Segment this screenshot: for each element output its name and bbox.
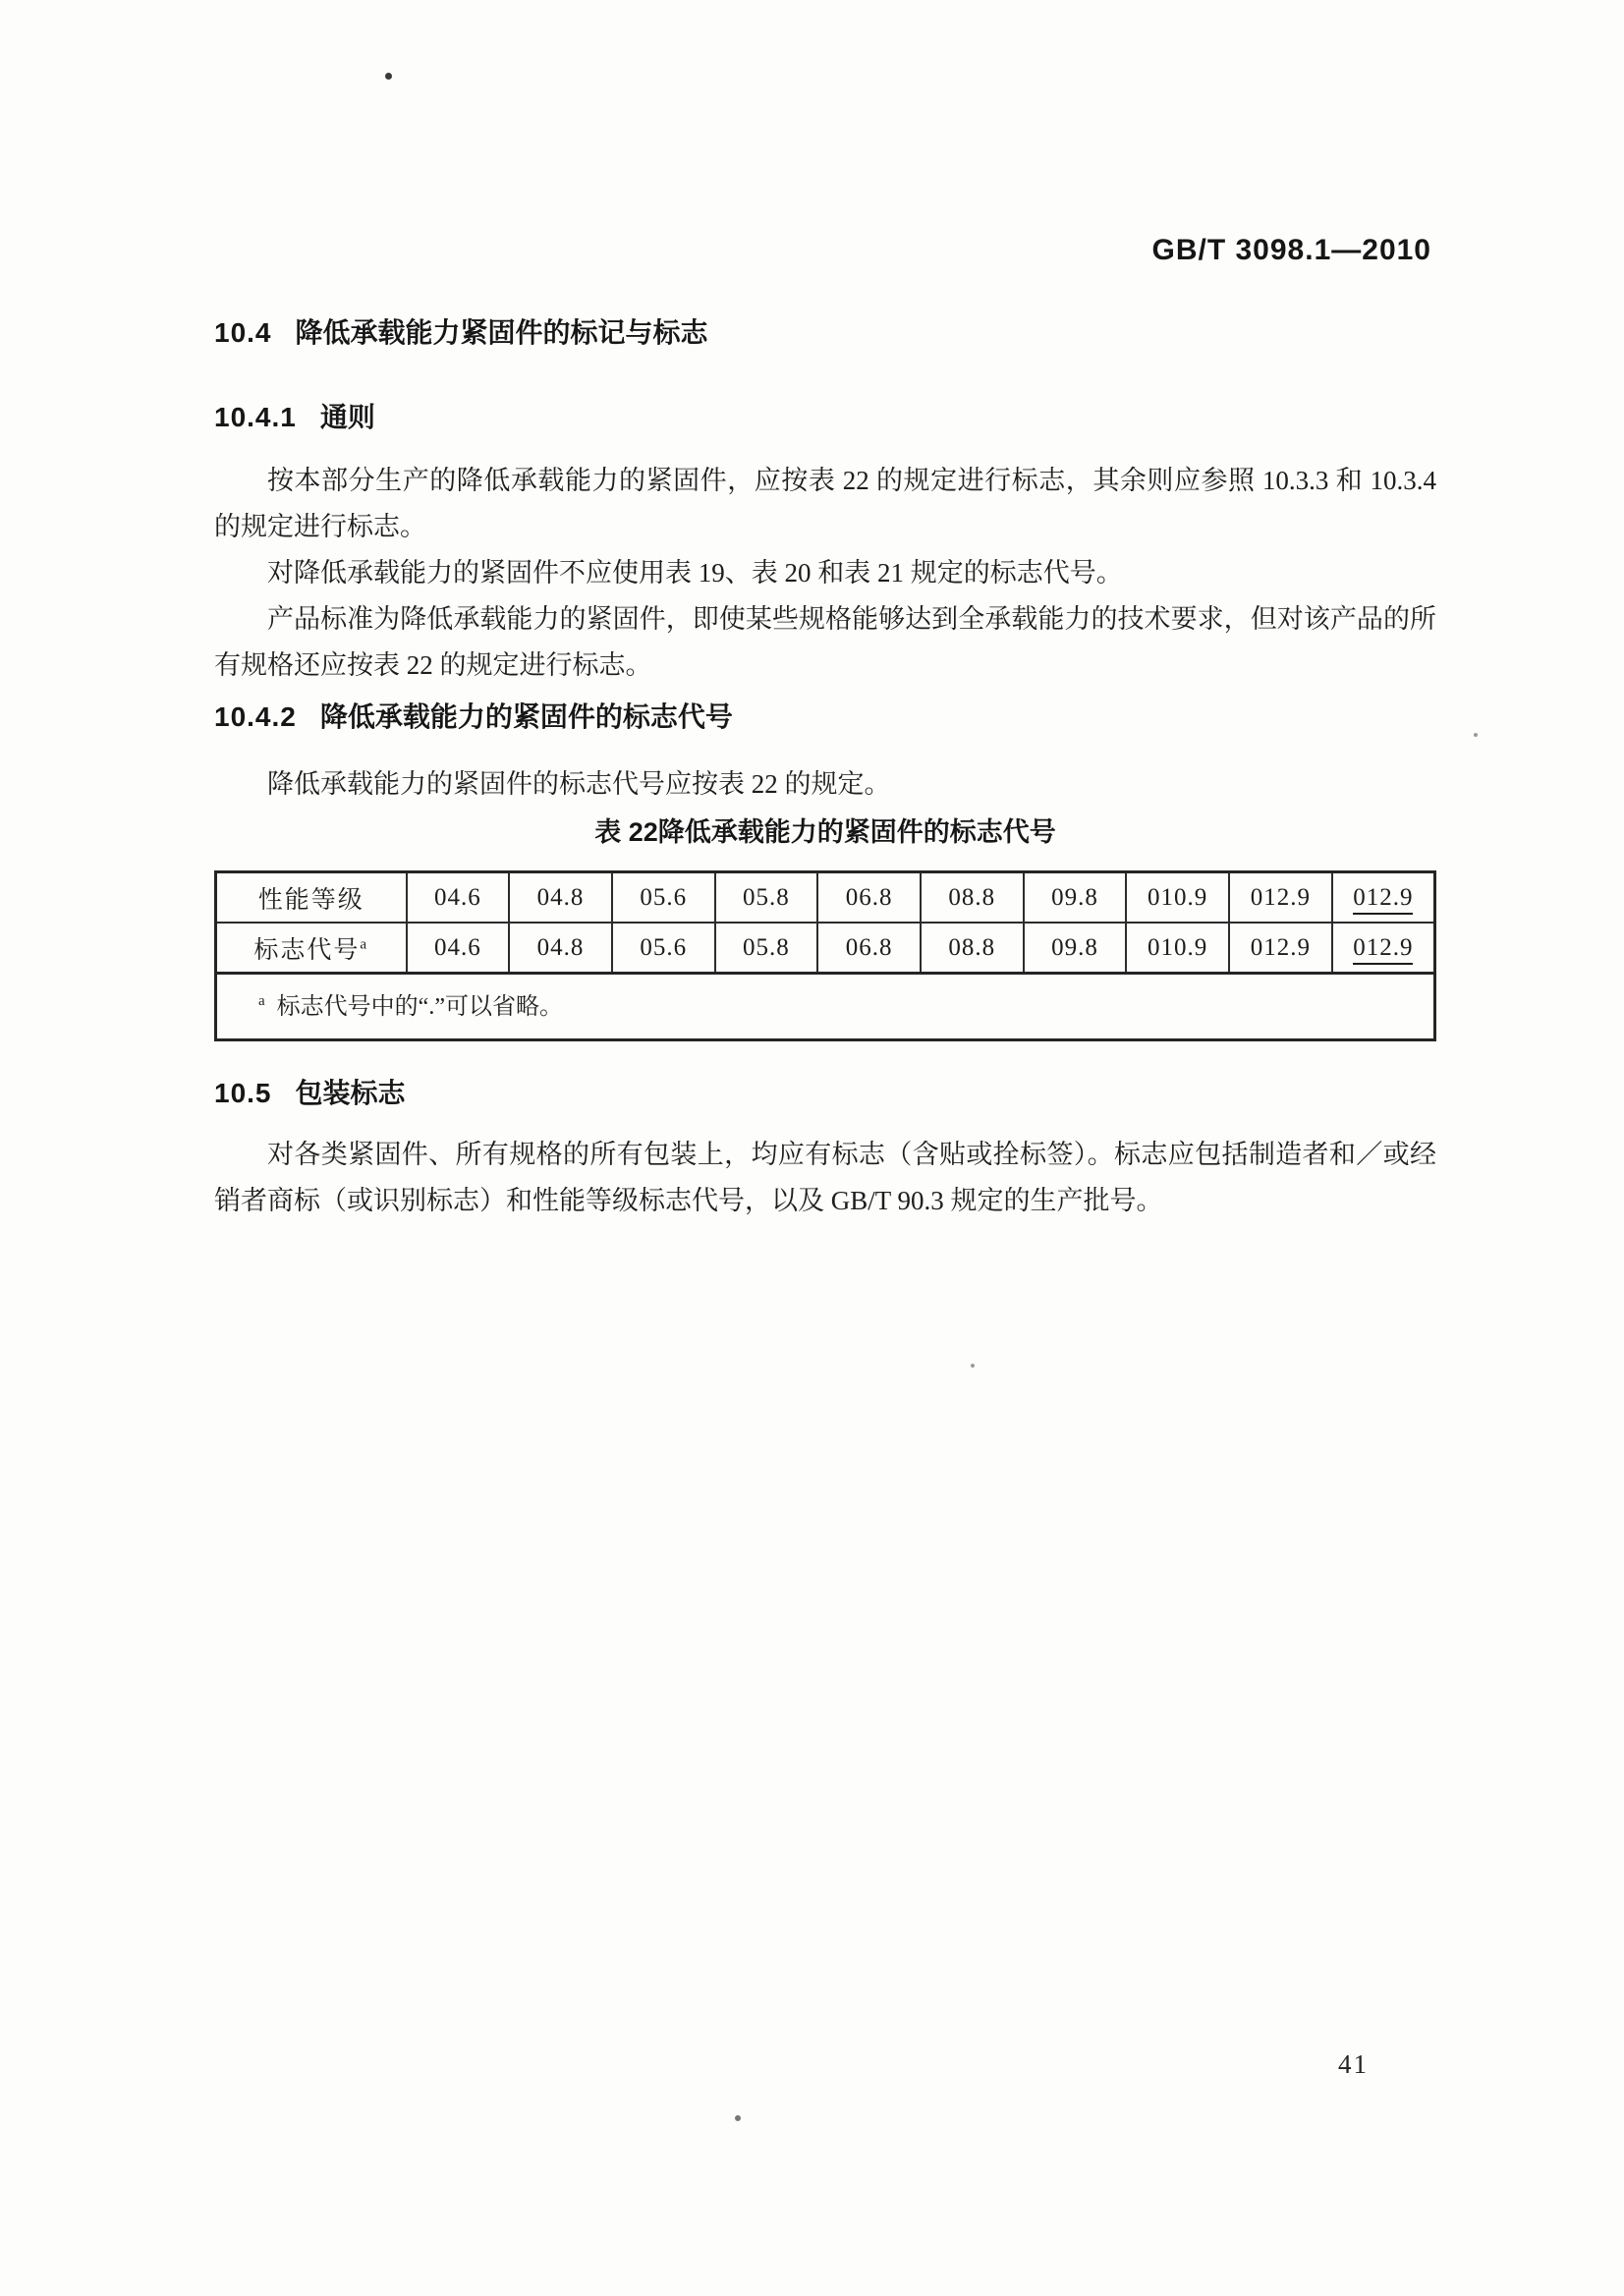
section-number: 10.5 <box>214 1078 272 1108</box>
row-header-cell: 性能等级 <box>216 872 407 924</box>
paragraph: 产品标准为降低承载能力的紧固件，即使某些规格能够达到全承载能力的技术要求，但对该产品的所有规格还应按表 22 的规定进行标志。 <box>214 604 1436 680</box>
table-cell: 06.8 <box>817 872 921 924</box>
footnote-marker: a <box>258 993 265 1009</box>
table-cell: 05.8 <box>715 923 818 974</box>
table-row-marking-code <box>216 923 1435 974</box>
table-22-title <box>214 815 1436 849</box>
standard-code-header: GB/T 3098.1—2010 <box>1151 234 1431 266</box>
table-cell: 04.6 <box>407 923 510 974</box>
section-heading-10-5 <box>214 1077 1436 1110</box>
section-title: 降低承载能力紧固件的标记与标志 <box>295 317 708 348</box>
section-title: 通则 <box>319 402 375 432</box>
table-cell: 05.6 <box>612 872 715 924</box>
row-header-cell: 标志代号$^a$ <box>216 923 407 974</box>
table-22 <box>214 870 1436 1041</box>
table-number: 表 22 <box>594 817 658 847</box>
paragraph: 对降低承载能力的紧固件不应使用表 19、表 20 和表 21 规定的标志代号。 <box>267 558 1123 588</box>
scan-speck <box>735 2115 741 2121</box>
table-cell: 05.8 <box>715 872 818 924</box>
table-footnote <box>216 974 1435 1040</box>
table-cell-underlined: 012.9 <box>1332 923 1435 974</box>
table-footnote-row <box>216 974 1435 1040</box>
table-cell: 08.8 <box>921 923 1024 974</box>
section-heading-10-4-1 <box>214 401 1436 434</box>
table-cell: 04.8 <box>509 923 612 974</box>
scan-speck <box>971 1364 975 1368</box>
footnote-ref: a <box>360 936 369 953</box>
scan-speck <box>1474 733 1478 737</box>
table-cell: 09.8 <box>1024 923 1127 974</box>
table-cell: 010.9 <box>1126 923 1229 974</box>
paragraph: 按本部分生产的降低承载能力的紧固件，应按表 22 的规定进行标志，其余则应参照 10.3.3 和 10.3.4 的规定进行标志。 <box>214 466 1436 541</box>
section-title: 降低承载能力的紧固件的标志代号 <box>319 701 733 732</box>
scan-speck <box>385 73 392 80</box>
table-cell: 04.6 <box>407 872 510 924</box>
document-body <box>214 316 1436 1224</box>
table-cell: 06.8 <box>817 923 921 974</box>
table-cell: 05.6 <box>612 923 715 974</box>
table-row-performance-grade <box>216 872 1435 924</box>
table-cell: 010.9 <box>1126 872 1229 924</box>
page-number: 41 <box>1338 2049 1369 2079</box>
section-title: 包装标志 <box>295 1078 406 1108</box>
table-cell: 012.9 <box>1229 872 1332 924</box>
table-cell-underlined: 012.9 <box>1332 872 1435 924</box>
table-cell: 04.8 <box>509 872 612 924</box>
table-cell: 08.8 <box>921 872 1024 924</box>
table-title-text: 降低承载能力的紧固件的标志代号 <box>657 817 1056 847</box>
section-number: 10.4.2 <box>214 701 297 732</box>
section-number: 10.4 <box>214 317 272 348</box>
table-cell: 012.9 <box>1229 923 1332 974</box>
paragraph: 降低承载能力的紧固件的标志代号应按表 22 的规定。 <box>267 769 891 799</box>
footnote-text: 标志代号中的“.”可以省略。 <box>276 994 563 1020</box>
section-number: 10.4.1 <box>214 402 297 432</box>
section-heading-10-4-2 <box>214 700 1436 734</box>
paragraph: 对各类紧固件、所有规格的所有包装上，均应有标志（含贴或拴标签）。标志应包括制造者和／或经销者商标（或识别标志）和性能等级标志代号，以及 GB/T 90.3 规定的生产批号。 <box>214 1140 1436 1215</box>
section-heading-10-4 <box>214 316 1436 350</box>
table-cell: 09.8 <box>1024 872 1127 924</box>
